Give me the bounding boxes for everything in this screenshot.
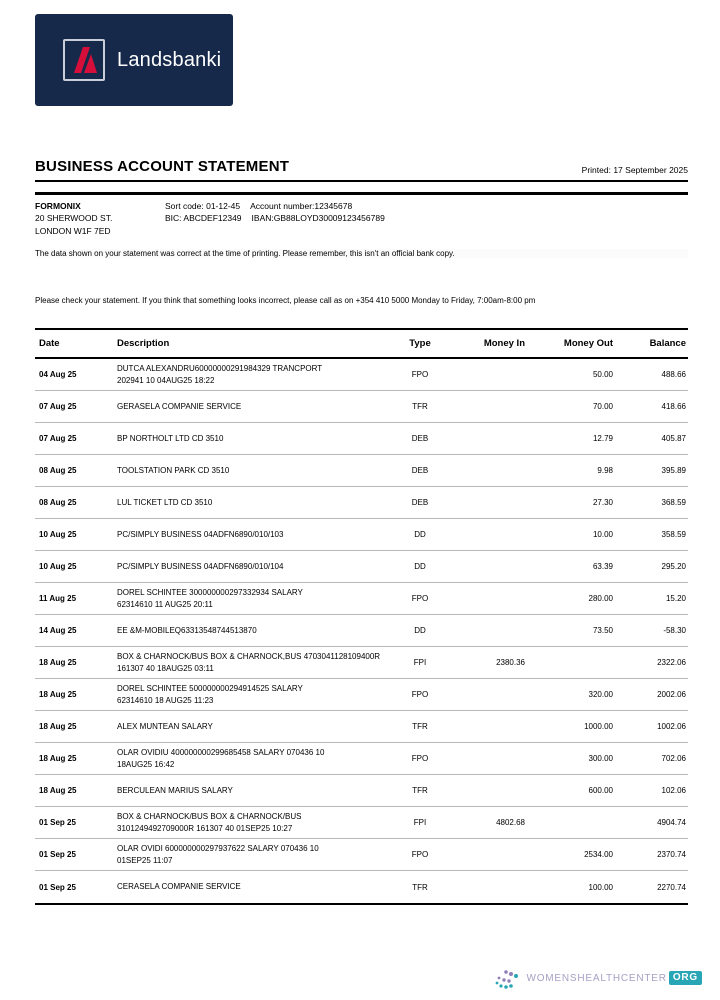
row-type: DD <box>414 562 426 571</box>
header-money-out: Money Out <box>563 338 613 349</box>
row-date: 18 Aug 25 <box>39 754 77 763</box>
row-description <box>117 587 393 609</box>
transaction-row <box>35 359 688 391</box>
row-type: FPO <box>411 754 429 763</box>
transaction-row <box>35 647 688 679</box>
row-money-out: 27.30 <box>592 498 613 507</box>
row-description-line: 161307 40 18AUG25 03:11 <box>117 663 214 673</box>
row-money-out: 600.00 <box>588 786 613 795</box>
row-description <box>117 433 393 444</box>
row-type: FPI <box>413 658 427 667</box>
row-description-line: LUL TICKET LTD CD 3510 <box>117 497 213 507</box>
row-type: FPO <box>411 850 429 859</box>
watermark-org-badge: ORG <box>669 971 702 985</box>
printed-date: Printed: 17 September 2025 <box>581 165 688 175</box>
transaction-row <box>35 615 688 647</box>
account-details <box>35 200 688 237</box>
row-money-out: 1000.00 <box>584 722 613 731</box>
row-money-out: 2534.00 <box>584 850 613 859</box>
header-type: Type <box>409 338 431 349</box>
row-type: FPI <box>413 818 427 827</box>
row-date: 01 Sep 25 <box>39 850 76 859</box>
bank-logo <box>35 14 233 106</box>
row-date: 08 Aug 25 <box>39 498 77 507</box>
row-balance: 418.66 <box>661 402 686 411</box>
notice-correct-at-printing: The data shown on your statement was correct at the time of printing. Please remember, this isn't an official bank copy. <box>35 249 688 258</box>
row-description <box>117 651 393 673</box>
row-balance: 15.20 <box>665 594 686 603</box>
row-balance: 405.87 <box>661 434 686 443</box>
row-balance: 368.59 <box>661 498 686 507</box>
row-description <box>117 811 393 833</box>
bank-name: Landsbanki <box>117 48 222 71</box>
account-number: Account number:12345678 <box>250 201 353 211</box>
transaction-row <box>35 455 688 487</box>
header-balance: Balance <box>649 338 686 349</box>
landsbanki-mark-icon <box>63 39 105 81</box>
account-address <box>35 200 165 237</box>
row-balance: 2322.06 <box>657 658 686 667</box>
row-money-out: 10.00 <box>592 530 613 539</box>
row-balance: 295.20 <box>661 562 686 571</box>
row-money-out: 9.98 <box>597 466 613 475</box>
iban: IBAN:GB88LOYD30009123456789 <box>251 213 385 224</box>
row-description <box>117 465 393 476</box>
row-balance: 2002.06 <box>657 690 686 699</box>
transaction-row <box>35 487 688 519</box>
row-date: 18 Aug 25 <box>39 690 77 699</box>
row-money-in: 2380.36 <box>496 658 525 667</box>
row-date: 01 Sep 25 <box>39 818 76 827</box>
account-holder: FORMONIX <box>35 201 81 211</box>
row-description-line: PC/SIMPLY BUSINESS 04ADFN6890/010/103 <box>117 529 284 539</box>
row-description-line: BOX & CHARNOCK/BUS BOX & CHARNOCK,BUS 4703041128109400R <box>117 652 381 662</box>
row-description-line: TOOLSTATION PARK CD 3510 <box>117 465 230 475</box>
row-description-line: BP NORTHOLT LTD CD 3510 <box>117 433 224 443</box>
row-type: DEB <box>411 434 429 443</box>
row-description <box>117 843 393 865</box>
watermark <box>494 966 702 990</box>
row-date: 10 Aug 25 <box>39 530 77 539</box>
row-balance: 702.06 <box>661 754 686 763</box>
row-description <box>117 401 393 412</box>
transactions-table <box>35 328 688 905</box>
divider <box>35 192 688 195</box>
row-description-line: GERASELA COMPANIE SERVICE <box>117 401 242 411</box>
sort-code: Sort code: 01-12-45 <box>165 201 241 211</box>
account-numbers <box>165 200 395 237</box>
row-description-line: 62314610 11 AUG25 20:11 <box>117 599 213 609</box>
row-description-line: ALEX MUNTEAN SALARY <box>117 721 213 731</box>
row-date: 10 Aug 25 <box>39 562 77 571</box>
row-description <box>117 561 393 572</box>
row-date: 18 Aug 25 <box>39 786 77 795</box>
row-description <box>117 747 393 769</box>
row-type: TFR <box>412 722 428 731</box>
row-type: DD <box>414 530 426 539</box>
row-money-out: 12.79 <box>592 434 613 443</box>
row-date: 11 Aug 25 <box>39 594 77 603</box>
row-money-out: 73.50 <box>592 626 613 635</box>
row-money-out: 280.00 <box>588 594 613 603</box>
row-balance: 2370.74 <box>657 850 686 859</box>
row-description-line: 3101249492709000R 161307 40 01SEP25 10:27 <box>117 823 293 833</box>
row-balance: 102.06 <box>661 786 686 795</box>
row-description <box>117 625 393 636</box>
row-description-line: OLAR OVIDI 600000000297937622 SALARY 070436 10 <box>117 844 319 854</box>
transaction-row <box>35 679 688 711</box>
header-money-in: Money In <box>483 338 525 349</box>
title-row <box>35 158 688 182</box>
transaction-row <box>35 839 688 871</box>
transaction-row <box>35 391 688 423</box>
row-date: 18 Aug 25 <box>39 658 77 667</box>
row-description <box>117 683 393 705</box>
row-money-out: 50.00 <box>592 370 613 379</box>
header-date: Date <box>39 338 60 349</box>
row-type: DEB <box>411 466 429 475</box>
row-balance: -58.30 <box>663 626 686 635</box>
row-description-line: DOREL SCHINTEE 500000000294914525 SALARY <box>117 684 303 694</box>
row-date: 07 Aug 25 <box>39 402 77 411</box>
row-description-line: DUTCA ALEXANDRU60000000291984329 TRANCPORT <box>117 364 323 374</box>
watermark-text: WOMENSHEALTHCENTER <box>526 972 667 984</box>
address-line-2: LONDON W1F 7ED <box>35 225 111 236</box>
row-description <box>117 497 393 508</box>
transaction-row <box>35 551 688 583</box>
row-description <box>117 363 393 385</box>
address-line-1: 20 SHERWOOD ST. <box>35 213 113 224</box>
notice-check-statement: Please check your statement. If you think that something looks incorrect, please call as on +354 410 5000 Monday to Friday, 7:00am-8:00 pm <box>35 296 536 305</box>
row-description-line: 18AUG25 16:42 <box>117 759 175 769</box>
row-balance: 2270.74 <box>657 882 686 892</box>
row-type: TFR <box>412 882 428 892</box>
row-description-line: 202941 10 04AUG25 18:22 <box>117 375 215 385</box>
row-balance: 1002.06 <box>657 722 686 731</box>
row-money-out: 100.00 <box>588 882 613 892</box>
watermark-swoosh-icon <box>494 966 524 990</box>
row-description-line: OLAR OVIDIU 400000000299685458 SALARY 070436 10 <box>117 748 325 758</box>
row-description-line: CERASELA COMPANIE SERVICE <box>117 882 241 892</box>
row-money-out: 63.39 <box>592 562 613 571</box>
table-body <box>35 359 688 903</box>
row-description-line: BERCULEAN MARIUS SALARY <box>117 785 233 795</box>
row-date: 14 Aug 25 <box>39 626 77 635</box>
row-money-out: 70.00 <box>592 402 613 411</box>
row-description-line: 01SEP25 11:07 <box>117 855 173 865</box>
table-header-row <box>35 330 688 359</box>
row-type: TFR <box>412 786 428 795</box>
transaction-row <box>35 871 688 903</box>
row-type: FPO <box>411 370 429 379</box>
row-description <box>117 881 393 892</box>
transaction-row <box>35 807 688 839</box>
row-balance: 358.59 <box>661 530 686 539</box>
transaction-row <box>35 775 688 807</box>
row-type: DEB <box>411 498 429 507</box>
row-description-line: 62314610 18 AUG25 11:23 <box>117 695 214 705</box>
row-type: FPO <box>411 594 429 603</box>
row-date: 01 Sep 25 <box>39 882 76 892</box>
row-date: 08 Aug 25 <box>39 466 77 475</box>
header-description: Description <box>117 337 170 349</box>
transaction-row <box>35 583 688 615</box>
transaction-row <box>35 711 688 743</box>
row-money-out: 320.00 <box>588 690 613 699</box>
row-balance: 395.89 <box>661 466 686 475</box>
transaction-row <box>35 423 688 455</box>
row-description-line: DOREL SCHINTEE 300000000297332934 SALARY <box>117 588 303 598</box>
row-description-line: EE &M-MOBILEQ63313548744513870 <box>117 625 257 635</box>
row-description-line: BOX & CHARNOCK/BUS BOX & CHARNOCK/BUS <box>117 812 302 822</box>
row-date: 18 Aug 25 <box>39 722 77 731</box>
transaction-row <box>35 743 688 775</box>
row-date: 07 Aug 25 <box>39 434 77 443</box>
transaction-row <box>35 519 688 551</box>
row-money-in: 4802.68 <box>496 818 525 827</box>
row-date: 04 Aug 25 <box>39 370 77 379</box>
row-type: DD <box>414 626 426 635</box>
row-description-line: PC/SIMPLY BUSINESS 04ADFN6890/010/104 <box>117 561 284 571</box>
row-balance: 4904.74 <box>657 818 686 827</box>
row-balance: 488.66 <box>661 370 686 379</box>
row-money-out: 300.00 <box>588 754 613 763</box>
row-description <box>117 721 393 732</box>
row-description <box>117 529 393 540</box>
row-type: TFR <box>412 402 428 411</box>
page-title: BUSINESS ACCOUNT STATEMENT <box>35 158 290 175</box>
bic: BIC: ABCDEF12349 <box>165 213 242 224</box>
row-type: FPO <box>411 690 429 699</box>
row-description <box>117 785 393 796</box>
